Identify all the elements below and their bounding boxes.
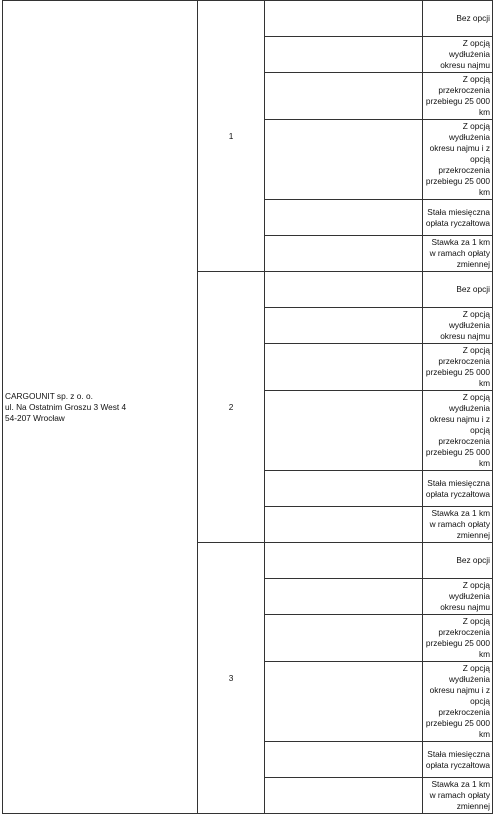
- option-label: Stawka za 1 km w ramach opłaty zmiennej: [423, 507, 493, 543]
- option-label: Z opcją przekroczenia przebiegu 25 000 km: [423, 615, 493, 662]
- offer-table: [2, 0, 493, 814]
- option-label: Stała miesięczna opłata ryczałtowa: [423, 742, 493, 778]
- offer-table-body: [3, 1, 493, 814]
- empty-cell: [265, 200, 423, 236]
- empty-cell: [265, 344, 423, 391]
- empty-cell: [265, 615, 423, 662]
- option-label: Z opcją wydłużenia okresu najmu i z opcją przekroczenia przebiegu 25 000 km: [423, 120, 493, 200]
- company-city: 54-207 Wrocław: [5, 412, 65, 423]
- option-label: Bez opcji: [423, 1, 493, 37]
- option-label: Z opcją przekroczenia przebiegu 25 000 km: [423, 344, 493, 391]
- empty-cell: [265, 471, 423, 507]
- empty-cell: [265, 507, 423, 543]
- option-label: Z opcją wydłużenia okresu najmu i z opcją przekroczenia przebiegu 25 000 km: [423, 662, 493, 742]
- company-cell: [3, 1, 198, 814]
- empty-cell: [265, 662, 423, 742]
- empty-cell: [265, 236, 423, 272]
- empty-cell: [265, 391, 423, 471]
- table-row: [3, 1, 493, 37]
- part-number: 3: [198, 543, 265, 814]
- empty-cell: [265, 579, 423, 615]
- company-address: ul. Na Ostatnim Groszu 3 West 4: [5, 401, 127, 412]
- part-number: 2: [198, 272, 265, 543]
- option-label: Z opcją wydłużenia okresu najmu: [423, 308, 493, 344]
- part-number: 1: [198, 1, 265, 272]
- option-label: Z opcją przekroczenia przebiegu 25 000 km: [423, 73, 493, 120]
- option-label: Stała miesięczna opłata ryczałtowa: [423, 200, 493, 236]
- option-label: Stała miesięczna opłata ryczałtowa: [423, 471, 493, 507]
- empty-cell: [265, 778, 423, 814]
- option-label: Z opcją wydłużenia okresu najmu: [423, 37, 493, 73]
- empty-cell: [265, 37, 423, 73]
- option-label: Stawka za 1 km w ramach opłaty zmiennej: [423, 778, 493, 814]
- option-label: Bez opcji: [423, 272, 493, 308]
- empty-cell: [265, 272, 423, 308]
- empty-cell: [265, 120, 423, 200]
- option-label: Z opcją wydłużenia okresu najmu: [423, 579, 493, 615]
- empty-cell: [265, 543, 423, 579]
- empty-cell: [265, 1, 423, 37]
- option-label: Bez opcji: [423, 543, 493, 579]
- empty-cell: [265, 742, 423, 778]
- company-name: CARGOUNIT sp. z o. o.: [5, 390, 93, 401]
- option-label: Stawka za 1 km w ramach opłaty zmiennej: [423, 236, 493, 272]
- option-label: Z opcją wydłużenia okresu najmu i z opcją przekroczenia przebiegu 25 000 km: [423, 391, 493, 471]
- empty-cell: [265, 308, 423, 344]
- empty-cell: [265, 73, 423, 120]
